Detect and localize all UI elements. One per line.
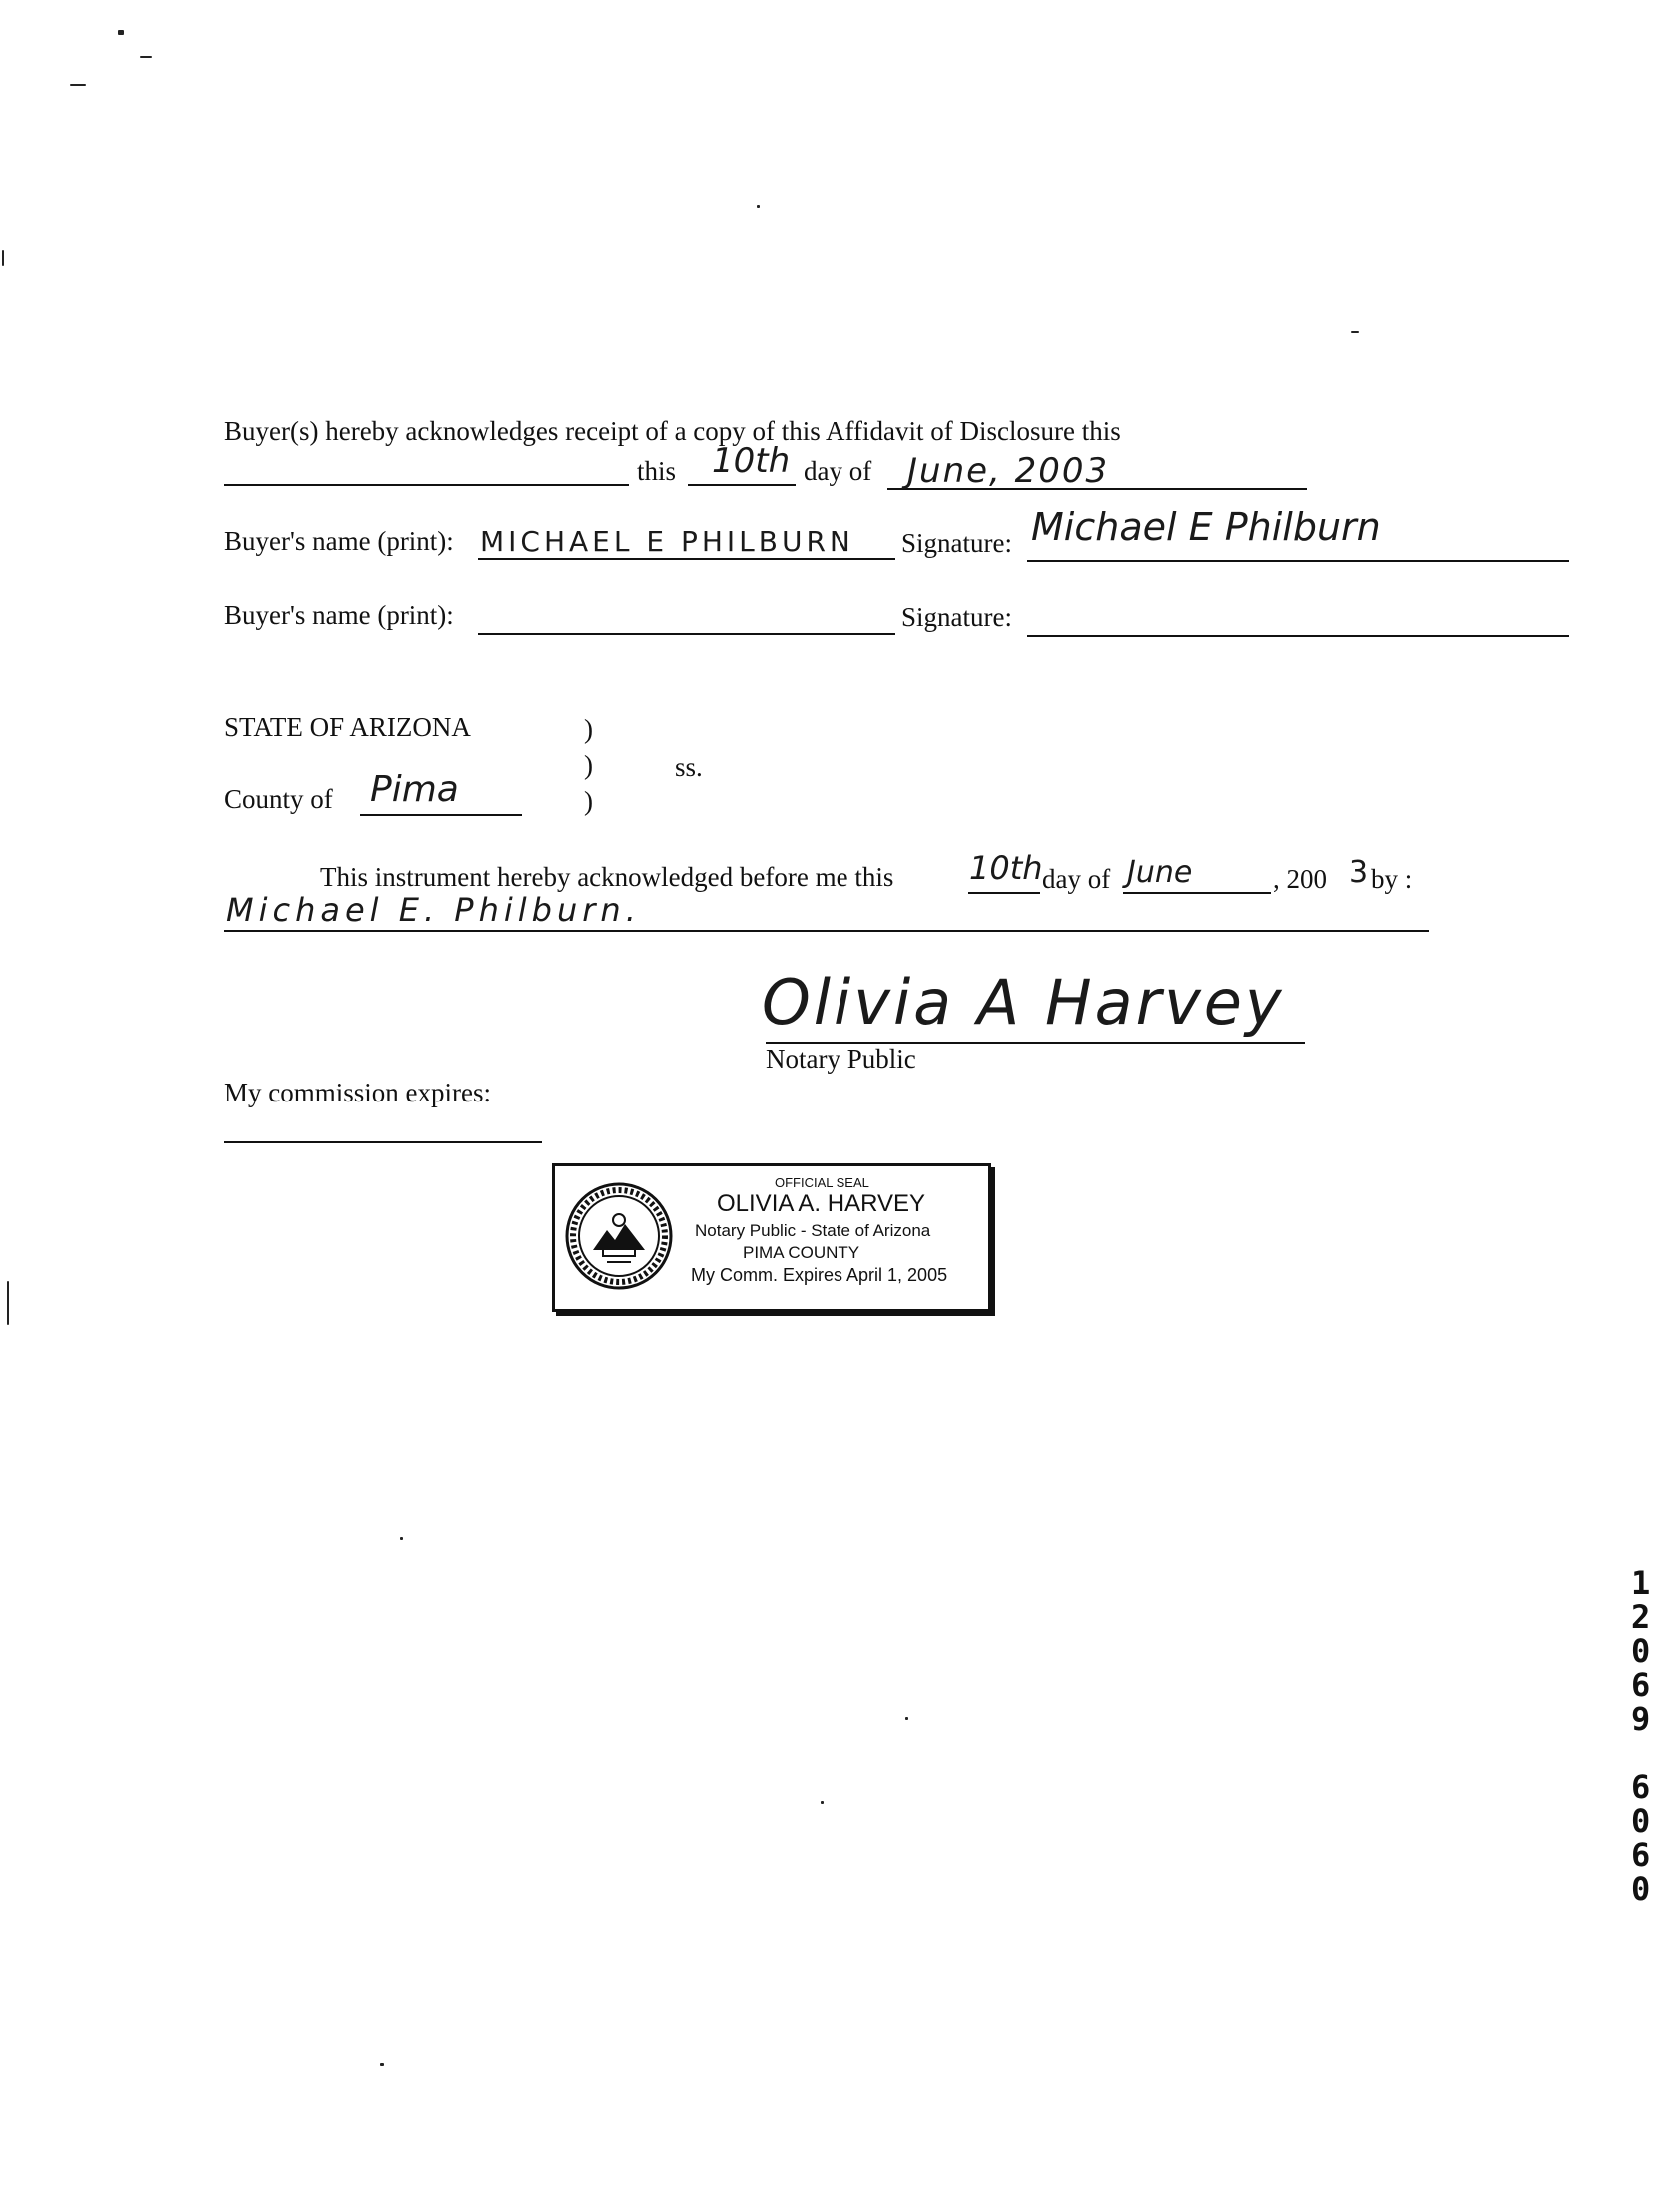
acknowledgment-month-handwritten: June (1127, 855, 1193, 890)
receipt-blank-line (224, 484, 629, 486)
receipt-day-of-label: day of (804, 456, 872, 486)
county-label: County of (224, 784, 333, 814)
seal-commission-expiry: My Comm. Expires April 1, 2005 (691, 1265, 948, 1285)
scan-speck (380, 2063, 384, 2066)
acknowledgment-month-line (1123, 892, 1271, 894)
receipt-statement: Buyer(s) hereby acknowledges receipt of a copy of this Affidavit of Disclosure this (224, 416, 1121, 446)
acknowledgment-text: This instrument hereby acknowledged before me this (320, 862, 894, 892)
venue-paren: ) (584, 786, 593, 816)
scan-speck (7, 1281, 9, 1325)
buyer1-signature-handwritten: Michael E Philburn (1031, 505, 1381, 549)
document-number-digit: 0 (1631, 1802, 1651, 1840)
state-heading: STATE OF ARIZONA (224, 712, 471, 742)
receipt-this-label: this (637, 456, 677, 486)
venue-paren: ) (584, 750, 593, 780)
venue-paren: ) (584, 714, 593, 744)
acknowledgment-day-of-label: day of (1042, 864, 1111, 894)
buyer1-name-line (478, 558, 895, 560)
scan-speck (118, 30, 124, 35)
buyer1-name-handwritten: MICHAEL E PHILBURN (480, 525, 854, 558)
document-number-digit: 9 (1631, 1700, 1651, 1738)
buyer1-signature-label: Signature: (901, 528, 1012, 558)
document-number-digit: 6 (1631, 1836, 1651, 1874)
receipt-month-year-handwritten: June, 2003 (907, 451, 1110, 491)
acknowledgment-year-prefix: , 200 (1273, 864, 1327, 894)
seal-notary-name: OLIVIA A. HARVEY (717, 1190, 925, 1217)
venue-ss: ss. (675, 752, 703, 782)
document-number-digit: 6 (1631, 1768, 1651, 1806)
acknowledgment-person-handwritten: Michael E. Philburn. (226, 891, 641, 929)
document-number-digit: 2 (1631, 1598, 1651, 1636)
scan-speck (757, 205, 760, 208)
document-number-digit: 1 (1631, 1564, 1651, 1602)
scan-speck (70, 84, 86, 86)
commission-line (224, 1141, 542, 1143)
notary-public-label: Notary Public (766, 1044, 916, 1074)
acknowledgment-year-digit-handwritten: 3 (1349, 855, 1369, 890)
buyer2-signature-label: Signature: (901, 602, 1012, 632)
buyer2-name-line (478, 633, 895, 635)
document-number-digit: 0 (1631, 1632, 1651, 1670)
seal-notary-title: Notary Public - State of Arizona (695, 1221, 931, 1240)
receipt-day-line (688, 484, 796, 486)
acknowledgment-day-handwritten: 10th (969, 849, 1043, 887)
notary-seal-stamp (552, 1163, 991, 1312)
seal-county: PIMA COUNTY (743, 1243, 860, 1262)
acknowledgment-person-line (224, 930, 1429, 932)
scan-speck (1351, 331, 1359, 333)
scan-speck (400, 1537, 403, 1540)
document-number-digit: 6 (1631, 1666, 1651, 1704)
buyer1-name-label: Buyer's name (print): (224, 526, 454, 556)
seal-official-label: OFFICIAL SEAL (775, 1175, 869, 1190)
county-line (360, 814, 522, 816)
acknowledgment-by-label: by : (1371, 864, 1413, 894)
buyer1-signature-line (1027, 560, 1569, 562)
acknowledgment-day-line (968, 892, 1040, 894)
buyer2-name-label: Buyer's name (print): (224, 600, 454, 630)
buyer2-signature-line (1027, 635, 1569, 637)
county-handwritten: Pima (370, 769, 459, 810)
scan-speck (140, 56, 152, 58)
scan-speck (821, 1801, 824, 1804)
commission-label: My commission expires: (224, 1078, 491, 1107)
scan-speck (905, 1717, 908, 1720)
document-number-digit: 0 (1631, 1870, 1651, 1908)
scan-speck (2, 250, 4, 266)
receipt-day-handwritten: 10th (712, 441, 791, 481)
notary-signature-handwritten: Olivia A Harvey (762, 966, 1285, 1039)
arizona-state-seal-icon (563, 1180, 675, 1292)
